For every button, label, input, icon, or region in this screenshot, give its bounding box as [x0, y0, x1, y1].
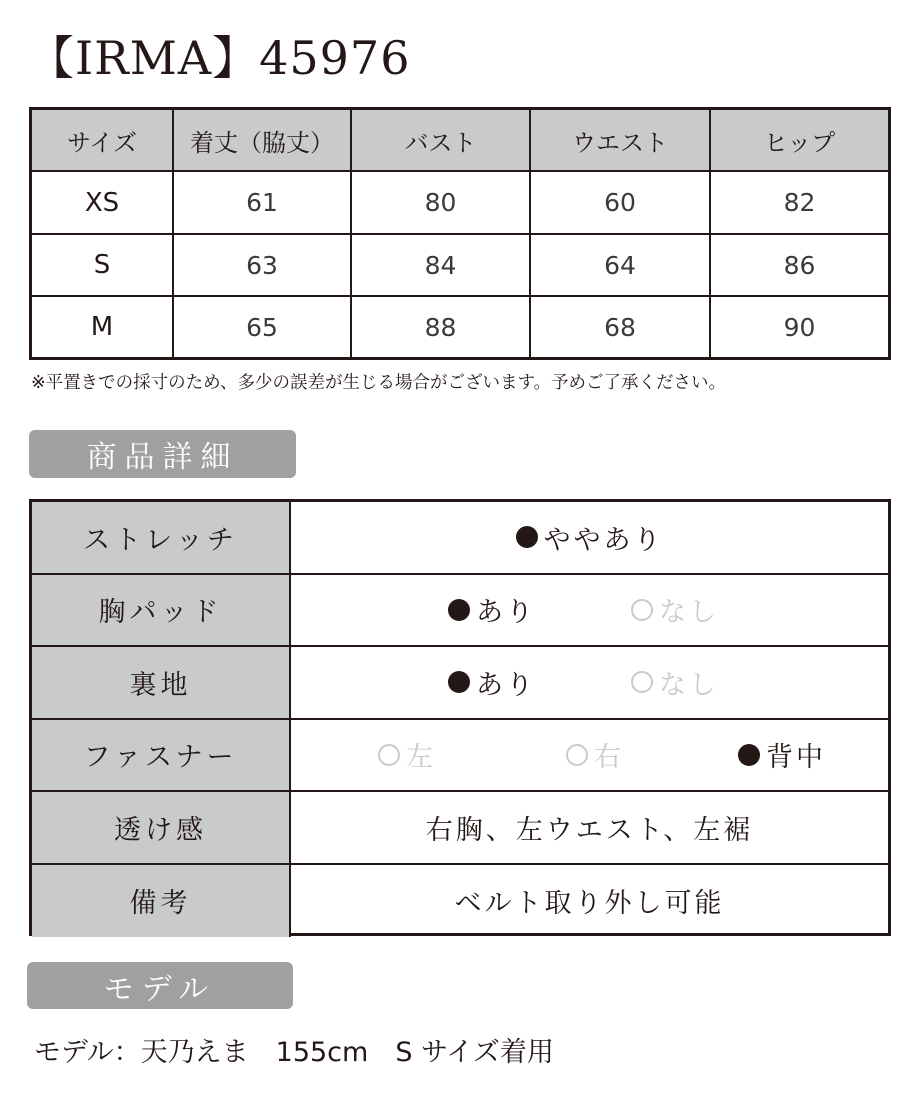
detail-key: 裏地: [32, 647, 291, 718]
hip-header: ヒップ: [711, 110, 888, 172]
size-label: XS: [32, 172, 174, 235]
size-label: S: [32, 235, 174, 297]
lining-option-no: なし: [631, 663, 719, 702]
detail-row-zipper: [32, 720, 888, 793]
pad-option-yes: あり: [448, 590, 536, 629]
detail-row-stretch: [32, 502, 888, 575]
size-table: [29, 107, 891, 360]
bust-header: バスト: [352, 110, 531, 172]
detail-row-remarks: [32, 865, 888, 938]
empty-circle-icon: [566, 744, 588, 766]
size-header: サイズ: [32, 110, 174, 172]
filled-circle-icon: [516, 526, 538, 548]
filled-circle-icon: [738, 744, 760, 766]
sheer-value: 右胸、左ウエスト、左裾: [425, 814, 754, 846]
table-cell: 86: [711, 235, 888, 297]
pad-option-no: なし: [631, 590, 719, 629]
filled-circle-icon: [448, 671, 470, 693]
stretch-option: ややあり: [516, 518, 664, 557]
details-table: [29, 499, 891, 936]
table-cell: 90: [783, 312, 816, 342]
table-cell: 61: [174, 172, 352, 235]
table-cell: 64: [531, 235, 711, 297]
empty-circle-icon: [378, 744, 400, 766]
detail-key: 透け感: [32, 792, 291, 863]
details-section-label: 商品詳細: [29, 430, 296, 478]
zipper-option-back: 背中: [738, 735, 826, 774]
detail-row-lining: [32, 647, 888, 720]
detail-key: 胸パッド: [32, 575, 291, 646]
measurement-note: ※平置きでの採寸のため、多少の誤差が生じる場合がございます。予めご了承ください。: [31, 373, 727, 393]
empty-circle-icon: [631, 671, 653, 693]
page-title: 【IRMA】45976: [28, 31, 411, 85]
remarks-value: ベルト取り外し可能: [454, 888, 725, 920]
model-info: モデル：天乃えま 155cm S サイズ着用: [34, 1037, 554, 1068]
table-cell: 68: [531, 297, 711, 357]
waist-header: ウエスト: [531, 110, 711, 172]
filled-circle-icon: [448, 599, 470, 621]
table-cell: 88: [352, 297, 531, 357]
table-cell: 63: [174, 235, 352, 297]
zipper-option-left: 左: [378, 735, 436, 774]
empty-circle-icon: [631, 599, 653, 621]
size-label: M: [32, 297, 174, 357]
zipper-option-right: 右: [566, 735, 624, 774]
detail-key: ストレッチ: [32, 502, 291, 573]
table-cell: 65: [174, 297, 352, 357]
model-section-label: モデル: [27, 962, 293, 1009]
table-cell: 84: [352, 235, 531, 297]
table-cell: 82: [711, 172, 888, 235]
lining-option-yes: あり: [448, 663, 536, 702]
detail-key: 備考: [32, 865, 291, 938]
table-cell: 60: [531, 172, 711, 235]
detail-row-pad: [32, 575, 888, 648]
detail-row-sheer: [32, 792, 888, 865]
length-header: 着丈（脇丈）: [174, 110, 352, 172]
detail-key: ファスナー: [32, 720, 291, 791]
table-cell: 80: [352, 172, 531, 235]
